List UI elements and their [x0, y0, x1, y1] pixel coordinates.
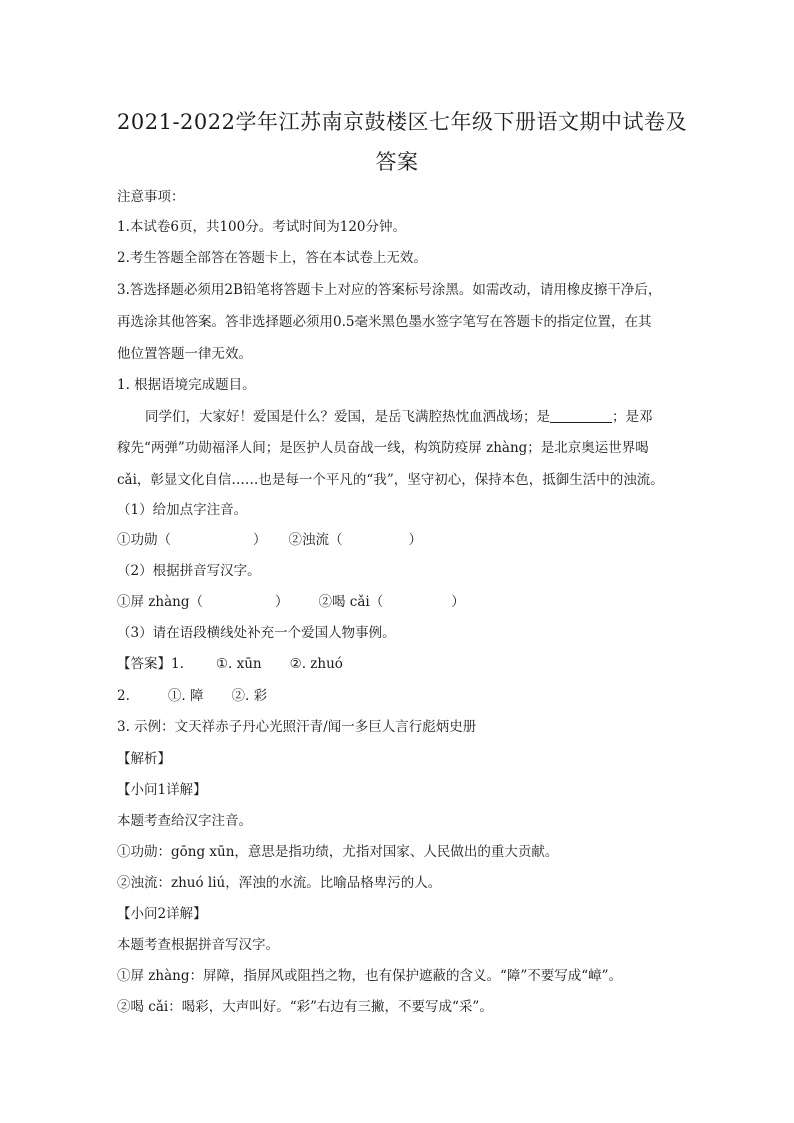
sub-question-2-b: ②喝 cǎi（ [318, 594, 384, 610]
fill-in-blank-line [550, 408, 612, 423]
sub-question-1-a-close: ） [253, 532, 267, 548]
analysis-q2-a: ①屏 zhàng：屏障，指屏风或阻挡之物，也有保护遮蔽的含义。“障”不要写成“嶂”。 [117, 968, 623, 984]
answer-1-2: ②. zhuó [289, 656, 343, 672]
passage-line-2: 稼先“两弹”功勋福泽人间；是医护人员奋战一线，构筑防疫屏 zhàng；是北京奥运世界喝 [117, 440, 649, 456]
answer-label: 【答案】1. [117, 656, 184, 672]
sub-question-3: （3）请在语段横线处补充一个爱国人物事例。 [117, 625, 396, 641]
document-title-line-1: 2021-2022学年江苏南京鼓楼区七年级下册语文期中试卷及 [117, 110, 687, 134]
sub-question-2: （2）根据拼音写汉字。 [117, 563, 261, 579]
sub-question-1-a: ①功勋（ [117, 532, 171, 548]
passage-line-1 [145, 408, 653, 426]
analysis-q1-a: ①功勋：gōng xūn，意思是指功绩，尤指对国家、人民做出的重大贡献。 [117, 844, 559, 860]
analysis-q2-b: ②喝 cǎi：喝彩，大声叫好。“彩”右边有三撇，不要写成“采”。 [117, 999, 493, 1015]
notice-item-1: 1.本试卷6页，共100分。考试时间为120分钟。 [117, 219, 407, 235]
answer-2-2: ②. 彩 [231, 688, 268, 704]
passage-line-1-text-b: ；是邓 [612, 409, 653, 425]
notice-item-3-line-3: 他位置答题一律无效。 [117, 346, 252, 362]
document-title-line-2: 答案 [375, 150, 419, 174]
answer-1-1: ①. xūn [215, 656, 262, 672]
sub-question-2-a-close: ） [274, 594, 289, 610]
passage-line-3: cǎi，彰显文化自信……也是每一个平凡的“我”，坚守初心，保持本色，抵御生活中的浊流。 [117, 472, 664, 488]
sub-question-1-b-close: ） [408, 532, 422, 548]
answer-2-number: 2. [117, 688, 130, 704]
sub-question-2-a: ①屏 zhàng（ [117, 594, 203, 610]
passage-line-1-text-a: 同学们，大家好！爱国是什么？爱国，是岳飞满腔热忱血洒战场；是 [145, 409, 550, 425]
answer-row-3: 3. 示例：文天祥赤子丹心光照汗青/闻一多巨人言行彪炳史册 [117, 719, 477, 735]
notice-heading: 注意事项： [117, 189, 185, 205]
analysis-q1-b: ②浊流：zhuó liú，浑浊的水流。比喻品格卑污的人。 [117, 875, 442, 891]
sub-question-2-blanks [117, 593, 465, 611]
sub-question-1-blanks [117, 531, 422, 549]
sub-question-1-b: ②浊流（ [288, 532, 343, 548]
analysis-q1-label: 【小问1详解】 [117, 782, 207, 798]
analysis-q1-intro: 本题考查给汉字注音。 [117, 813, 252, 829]
answer-2-1: ①. 障 [167, 688, 204, 704]
question-1-stem: 1. 根据语境完成题目。 [117, 377, 256, 393]
answer-row-2 [117, 687, 267, 705]
sub-question-2-b-close: ） [451, 594, 465, 610]
answer-row-1 [117, 655, 343, 673]
notice-item-3-line-2: 再选涂其他答案。答非选择题必须用0.5毫米黑色墨水签字笔写在答题卡的指定位置，在其 [117, 314, 652, 330]
notice-item-2: 2.考生答题全部答在答题卡上，答在本试卷上无效。 [117, 250, 427, 266]
notice-item-3-line-1: 3.答选择题必须用2B铅笔将答题卡上对应的答案标号涂黑。如需改动，请用橡皮擦干净后， [117, 282, 662, 298]
analysis-q2-intro: 本题考查根据拼音写汉字。 [117, 937, 279, 953]
sub-question-1: （1）给加点字注音。 [117, 502, 248, 518]
analysis-label: 【解析】 [117, 751, 171, 767]
analysis-q2-label: 【小问2详解】 [117, 906, 207, 922]
